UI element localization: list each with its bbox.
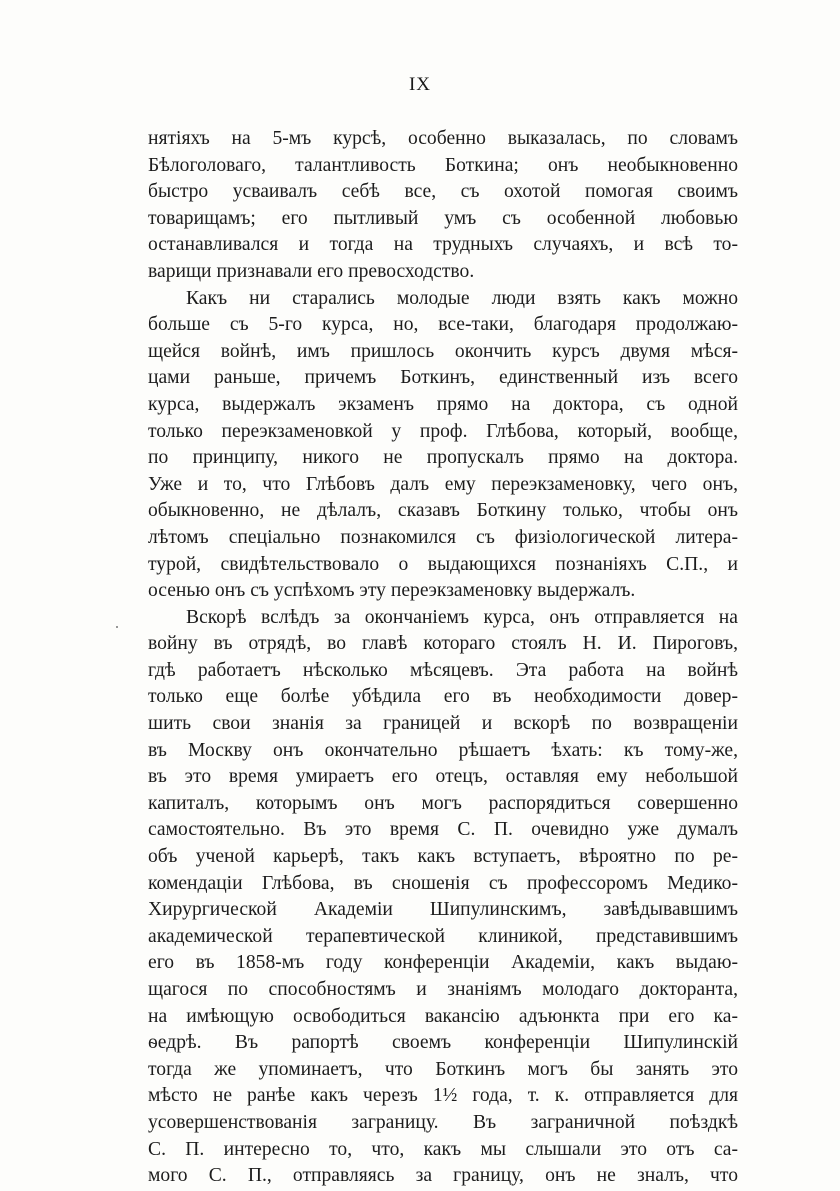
text-line: больше съ 5-го курса, но, все-таки, благодаря продолжаю-: [148, 314, 738, 336]
text-line: курса, выдержалъ экзаменъ прямо на доктора, съ одной: [148, 393, 738, 415]
text-line: щагося по способностямъ и знаніямъ молодаго докторанта,: [148, 979, 738, 1000]
text-line: войну въ отрядѣ, во главѣ котораго стоялъ Н. И. Пироговъ,: [148, 633, 738, 655]
text-line: Какъ ни старались молодые люди взять какъ можно: [186, 287, 738, 309]
text-line: усовершенствованія заграницу. Въ заграничной поѣздкѣ: [148, 1111, 738, 1133]
text-line: турой, свидѣтельствовало о выдающихся познаніяхъ С.П., и: [148, 553, 738, 575]
text-line: гдѣ работаетъ нѣсколько мѣсяцевъ. Эта работа на войнѣ: [148, 659, 738, 681]
text-line: только еще болѣе убѣдила его въ необходимости довер-: [148, 686, 738, 708]
text-line: останавливался и тогда на трудныхъ случаяхъ, и всѣ то-: [148, 234, 738, 256]
text-line: его въ 1858-мъ году конференціи Академіи, какъ выдаю-: [148, 952, 738, 974]
text-line: осенью онъ съ успѣхомъ эту переэкзаменовку выдержалъ.: [148, 580, 636, 602]
text-line: обыкновенно, не дѣлалъ, сказавъ Боткину только, чтобы онъ: [148, 500, 738, 522]
body-text: [148, 126, 738, 1190]
text-line: капиталъ, которымъ онъ могъ распорядиться совершенно: [148, 792, 738, 814]
text-line: по принципу, никого не пропускалъ прямо на доктора.: [148, 447, 738, 469]
text-line: Уже и то, что Глѣбовъ далъ ему переэкзаменовку, чего онъ,: [148, 473, 738, 495]
text-line: Вскорѣ вслѣдъ за окончаніемъ курса, онъ отправляется на: [186, 606, 738, 628]
text-line: Хирургической Академіи Шипулинскимъ, завѣдывавшимъ: [148, 899, 738, 921]
text-line: въ Москву онъ окончательно рѣшаетъ ѣхать: къ тому-же,: [148, 739, 738, 761]
text-line: цами раньше, причемъ Боткинъ, единственный изъ всего: [148, 367, 738, 389]
text-line: быстро усваивалъ себѣ все, съ охотой помогая своимъ: [148, 181, 738, 203]
text-line: самостоятельно. Въ это время С. П. очевидно уже думалъ: [148, 819, 738, 841]
page-number: IX: [408, 74, 432, 95]
text-line: академической терапевтической клиникой, представившимъ: [148, 925, 738, 947]
text-line: мого С. П., отправляясь за границу, онъ не зналъ, что: [148, 1165, 738, 1187]
text-line: Бѣлоголоваго, талантливость Боткина; онъ необыкновенно: [148, 154, 738, 176]
text-line: С. П. интересно то, что, какъ мы слышали это отъ са-: [148, 1138, 738, 1160]
text-line: товарищамъ; его пытливый умъ съ особенной любовью: [148, 207, 738, 229]
text-line: комендаціи Глѣбова, въ сношенія съ профессоромъ Медико-: [148, 872, 738, 894]
text-line: мѣсто не ранѣе какъ черезъ 1½ года, т. к. отправляется для: [148, 1085, 738, 1107]
text-line: ѳедрѣ. Въ рапортѣ своемъ конференціи Шипулинскій: [148, 1032, 738, 1054]
text-line: на имѣющую освободиться вакансію адъюнкта при его ка-: [148, 1005, 738, 1027]
text-line: нятіяхъ на 5-мъ курсѣ, особенно выказалась, по словамъ: [148, 128, 738, 149]
paragraph-3: [148, 605, 738, 1190]
paragraph-1: [148, 126, 738, 286]
text-line: объ ученой карьерѣ, такъ какъ вступаетъ, вѣроятно по ре-: [148, 846, 738, 868]
text-line: щейся войнѣ, имъ пришлось окончить курсъ двумя мѣся-: [148, 340, 738, 362]
text-line: тогда же упоминаетъ, что Боткинъ могъ бы занять это: [148, 1058, 738, 1080]
paragraph-2: [148, 286, 738, 605]
text-line: шить свои знанія за границей и вскорѣ по возвращеніи: [148, 713, 738, 735]
text-line: въ это время умираетъ его отецъ, оставляя ему небольшой: [148, 766, 738, 788]
text-line: только переэкзаменовкой у проф. Глѣбова, который, вообще,: [148, 420, 738, 442]
text-line: варищи признавали его превосходство.: [148, 260, 475, 282]
margin-speck: [116, 626, 118, 628]
text-line: лѣтомъ спеціально познакомился съ физіологической литера-: [148, 526, 738, 548]
